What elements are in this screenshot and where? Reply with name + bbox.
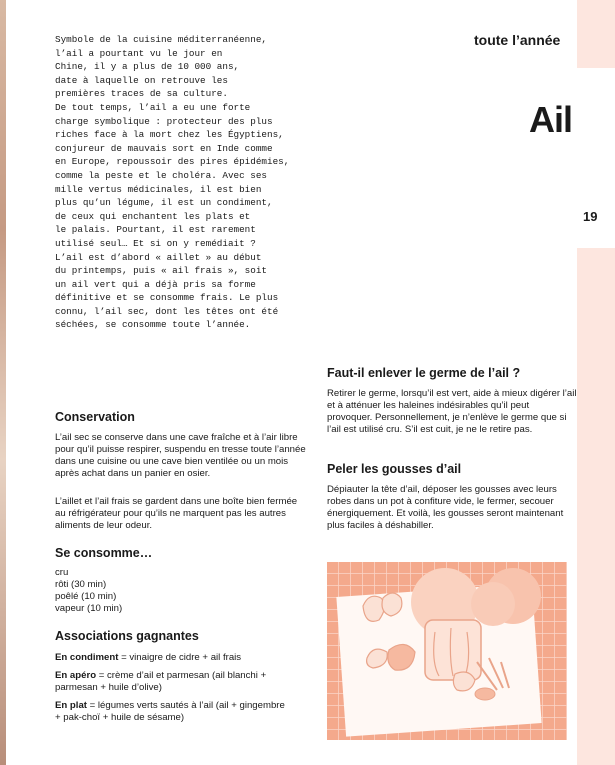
list-item: cru bbox=[55, 567, 69, 578]
intro-line: séchées, se consomme toute l’année. bbox=[55, 319, 251, 331]
conservation-paragraph-2: L’aillet et l’ail frais se gardent dans une boîte bien fermée au réfrigérateur pour qu’ils ne marquent pas les autres aliments de leur odeur. bbox=[55, 496, 298, 532]
intro-line: de ceux qui enchantent les plats et bbox=[55, 210, 251, 222]
page-edge bbox=[0, 0, 6, 765]
intro-line: Chine, il y a plus de 10 000 ans, bbox=[55, 61, 240, 73]
intro-line: premières traces de sa culture. bbox=[55, 88, 228, 100]
intro-text bbox=[55, 33, 315, 332]
page-number: 19 bbox=[583, 209, 598, 224]
intro-line: De tout temps, l’ail a eu une forte bbox=[55, 101, 251, 113]
consomme-list bbox=[55, 567, 255, 615]
germe-heading: Faut-il enlever le germe de l’ail ? bbox=[327, 366, 521, 380]
garlic-head bbox=[471, 582, 515, 626]
association-item bbox=[55, 670, 285, 694]
association-text: = crème d’ail et parmesan (ail blanchi + parmesan + huile d’olive) bbox=[55, 670, 267, 694]
intro-line: du printemps, puis « ail frais », soit bbox=[55, 265, 268, 277]
association-label: En apéro bbox=[55, 670, 97, 681]
list-item: poêlé (10 min) bbox=[55, 591, 117, 603]
peler-paragraph: Dépiauter la tête d’ail, déposer les gousses avec leurs robes dans un pot à confiture vide, le fermer, secouer énergiquement. Et voilà, les gousses seront maintenant plus faciles à déshabiller. bbox=[327, 484, 564, 532]
intro-line: en Europe, repoussoir des pires épidémies, bbox=[55, 156, 290, 168]
conservation-paragraph-1: L’ail sec se conserve dans une cave fraîche et à l’air libre pour qu’il puisse respirer, suspendu en tresse toute l’année dans une cuisine ou une cave bien ventilée ou un mois après achat dans un panier en osier. bbox=[55, 432, 306, 480]
intro-line: l’ail a pourtant vu le jour en bbox=[55, 47, 223, 59]
association-label: En plat bbox=[55, 700, 87, 711]
consomme-heading: Se consomme… bbox=[55, 546, 153, 560]
intro-line: L’ail est d’abord « aillet » au début bbox=[55, 251, 262, 263]
intro-line: conjureur de mauvais sort en Inde comme bbox=[55, 142, 273, 154]
season-label: toute l’année bbox=[474, 32, 561, 48]
peler-heading: Peler les gousses d’ail bbox=[327, 462, 462, 476]
intro-line: plus qu’un légume, il est un condiment, bbox=[55, 197, 273, 209]
intro-line: définitive et se consomme frais. Le plus bbox=[55, 292, 279, 304]
intro-line: connu, l’ail sec, dont les têtes ont été bbox=[55, 305, 279, 317]
association-label: En condiment bbox=[55, 652, 119, 663]
conservation-heading: Conservation bbox=[55, 410, 135, 424]
intro-line: Symbole de la cuisine méditerranéenne, bbox=[55, 34, 268, 45]
page-title: Ail bbox=[529, 99, 573, 140]
germe-paragraph: Retirer le germe, lorsqu’il est vert, aide à mieux digérer l’ail et à atténuer les haleines indésirables qu’il peut provoquer. Personnellement, je n’enlève le germe que si l’ail est utilisé cru. S’il est cuit, je ne le retire pas. bbox=[327, 388, 577, 436]
intro-line: date à laquelle on retrouve les bbox=[55, 74, 228, 86]
intro-line: charge symbolique : protecteur des plus bbox=[55, 115, 273, 127]
intro-line: utilisé seul… Et si on y remédiait ? bbox=[55, 237, 256, 249]
association-text: = légumes verts sautés à l’ail (ail + gingembre + pak-choï + huile de sésame) bbox=[55, 700, 285, 724]
list-item: vapeur (10 min) bbox=[55, 603, 123, 615]
garlic-jar-illustration bbox=[327, 562, 567, 740]
associations-heading: Associations gagnantes bbox=[55, 629, 199, 643]
intro-line: un ail vert qui a déjà pris sa forme bbox=[55, 278, 256, 290]
association-item bbox=[55, 652, 315, 664]
intro-line: le palais. Pourtant, il est rarement bbox=[55, 224, 256, 236]
intro-line: comme la peste et le choléra. Avec ses bbox=[55, 169, 268, 181]
intro-line: mille vertus médicinales, il est bien bbox=[55, 183, 262, 195]
garlic-clove bbox=[475, 688, 495, 700]
association-item bbox=[55, 700, 285, 724]
list-item: rôti (30 min) bbox=[55, 579, 107, 591]
association-text: = vinaigre de cidre + ail frais bbox=[118, 652, 242, 663]
intro-line: riches face à la mort chez les Égyptiens, bbox=[55, 129, 284, 141]
